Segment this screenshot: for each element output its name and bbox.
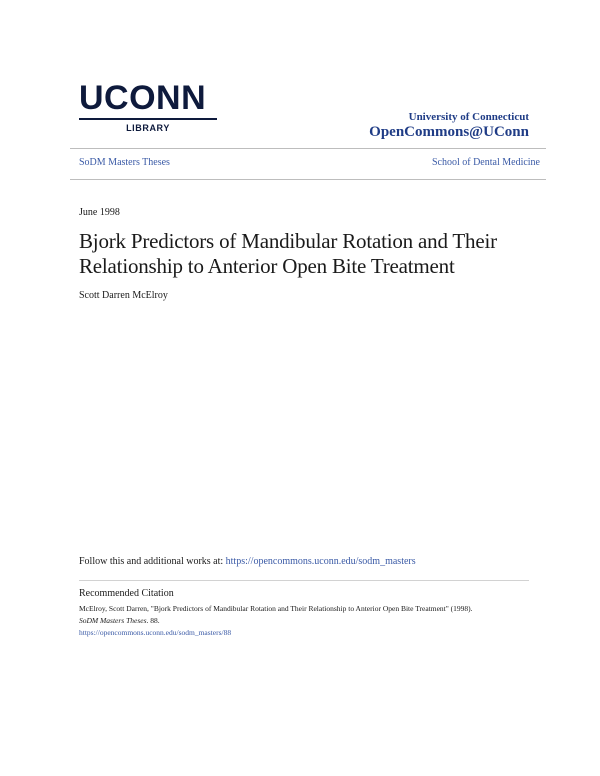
citation-number: . 88.	[146, 616, 160, 625]
collection-link-sodm-masters[interactable]: SoDM Masters Theses	[79, 157, 170, 168]
opencommons-header	[369, 111, 529, 141]
header-rule-bottom	[70, 179, 546, 180]
logo-divider	[79, 118, 217, 120]
follow-url-link[interactable]: https://opencommons.uconn.edu/sodm_masters	[225, 556, 416, 567]
logo-subtitle: LIBRARY	[126, 123, 170, 133]
follow-line	[79, 556, 416, 567]
university-name: University of Connecticut	[408, 111, 529, 123]
collection-link-dental-medicine[interactable]: School of Dental Medicine	[431, 157, 540, 168]
citation-series-line	[79, 615, 529, 627]
citation-series: SoDM Masters Theses	[79, 616, 147, 625]
citation-link[interactable]: https://opencommons.uconn.edu/sodm_masters/88	[79, 628, 232, 637]
logo-wordmark: UCONN	[79, 79, 207, 117]
header-rule-top	[70, 148, 546, 149]
citation-text: McElroy, Scott Darren, "Bjork Predictors of Mandibular Rotation and Their Relationship to Anterior Open Bite Treatment" (1998).	[79, 604, 473, 613]
recommended-citation-heading: Recommended Citation	[79, 588, 174, 599]
publication-date: June 1998	[79, 207, 120, 218]
uconn-library-logo	[79, 79, 219, 133]
recommended-citation	[79, 603, 529, 639]
citation-divider	[79, 580, 529, 581]
document-title: Bjork Predictors of Mandibular Rotation and Their Relationship to Anterior Open Bite Treatment	[79, 229, 497, 278]
follow-prefix: Follow this and additional works at:	[79, 556, 226, 567]
document-author: Scott Darren McElroy	[79, 290, 168, 301]
repository-name: OpenCommons@UConn	[369, 124, 529, 140]
